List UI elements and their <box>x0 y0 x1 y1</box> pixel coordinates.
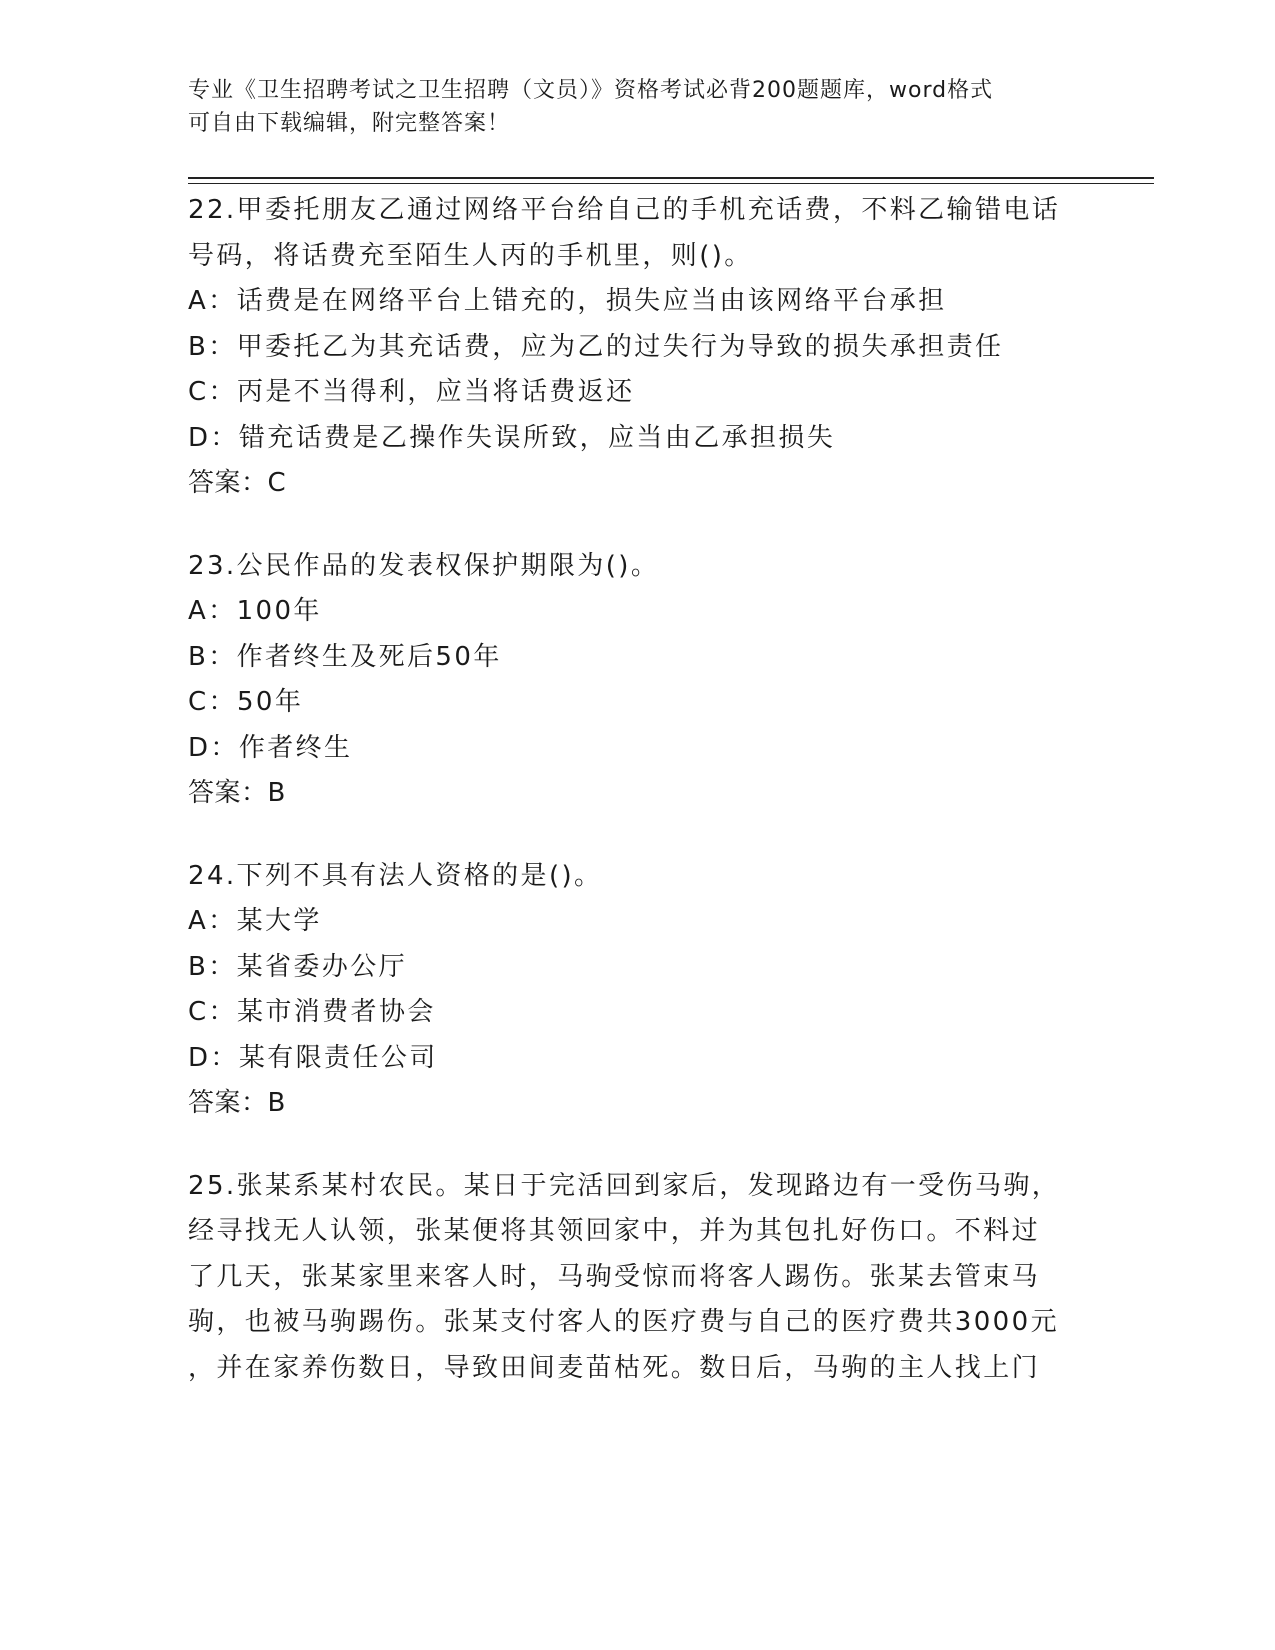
question-stem-line: 24.下列不具有法人资格的是()。 <box>188 860 603 891</box>
question-23 <box>188 544 1088 817</box>
question-list <box>188 188 1088 1428</box>
question-stem-line: 23.公民作品的发表权保护期限为()。 <box>188 550 660 581</box>
answer-line: 答案：B <box>188 1088 286 1118</box>
option-c: C：50年 <box>188 687 304 717</box>
header-title-line: 专业《卫生招聘考试之卫生招聘（文员）》资格考试必背200题题库，word格式 <box>188 78 994 103</box>
question-22 <box>188 188 1088 507</box>
option-b: B：甲委托乙为其充话费，应为乙的过失行为导致的损失承担责任 <box>188 331 1004 362</box>
option-d: D：错充话费是乙操作失误所致，应当由乙承担损失 <box>188 422 836 453</box>
question-stem-line: 经寻找无人认领，张某便将其领回家中，并为其包扎好伤口。不料过 <box>188 1216 1041 1246</box>
option-b: B：某省委办公厅 <box>188 951 408 982</box>
question-25 <box>188 1164 1088 1392</box>
option-b: B：作者终生及死后50年 <box>188 641 502 672</box>
option-a: A：话费是在网络平台上错充的，损失应当由该网络平台承担 <box>188 286 947 316</box>
option-a: A：100年 <box>188 596 322 626</box>
answer-line: 答案：B <box>188 778 286 808</box>
header-divider-thick <box>188 177 1154 179</box>
document-header <box>188 74 1068 140</box>
question-stem-line: 25.张某系某村农民。某日于完活回到家后，发现路边有一受伤马驹， <box>188 1170 1061 1201</box>
question-stem-line: 22.甲委托朋友乙通过网络平台给自己的手机充话费，不料乙输错电话 <box>188 195 1061 225</box>
option-c: C：丙是不当得利，应当将话费返还 <box>188 377 635 407</box>
question-stem-line: 驹，也被马驹踢伤。张某支付客人的医疗费与自己的医疗费共3000元 <box>188 1307 1059 1337</box>
option-d: D：某有限责任公司 <box>188 1042 438 1073</box>
question-stem-line: 了几天，张某家里来客人时，马驹受惊而将客人踢伤。张某去管束马 <box>188 1261 1041 1292</box>
header-divider-thin <box>188 183 1154 184</box>
option-c: C：某市消费者协会 <box>188 997 436 1027</box>
question-24 <box>188 854 1088 1127</box>
question-stem-line: ，并在家养伤数日，导致田间麦苗枯死。数日后，马驹的主人找上门 <box>188 1352 1041 1383</box>
answer-line: 答案：C <box>188 468 287 498</box>
option-d: D：作者终生 <box>188 732 353 763</box>
header-subtitle-line: 可自由下载编辑，附完整答案！ <box>188 111 511 136</box>
question-stem-line: 号码，将话费充至陌生人丙的手机里，则()。 <box>188 240 753 271</box>
option-a: A：某大学 <box>188 906 322 936</box>
